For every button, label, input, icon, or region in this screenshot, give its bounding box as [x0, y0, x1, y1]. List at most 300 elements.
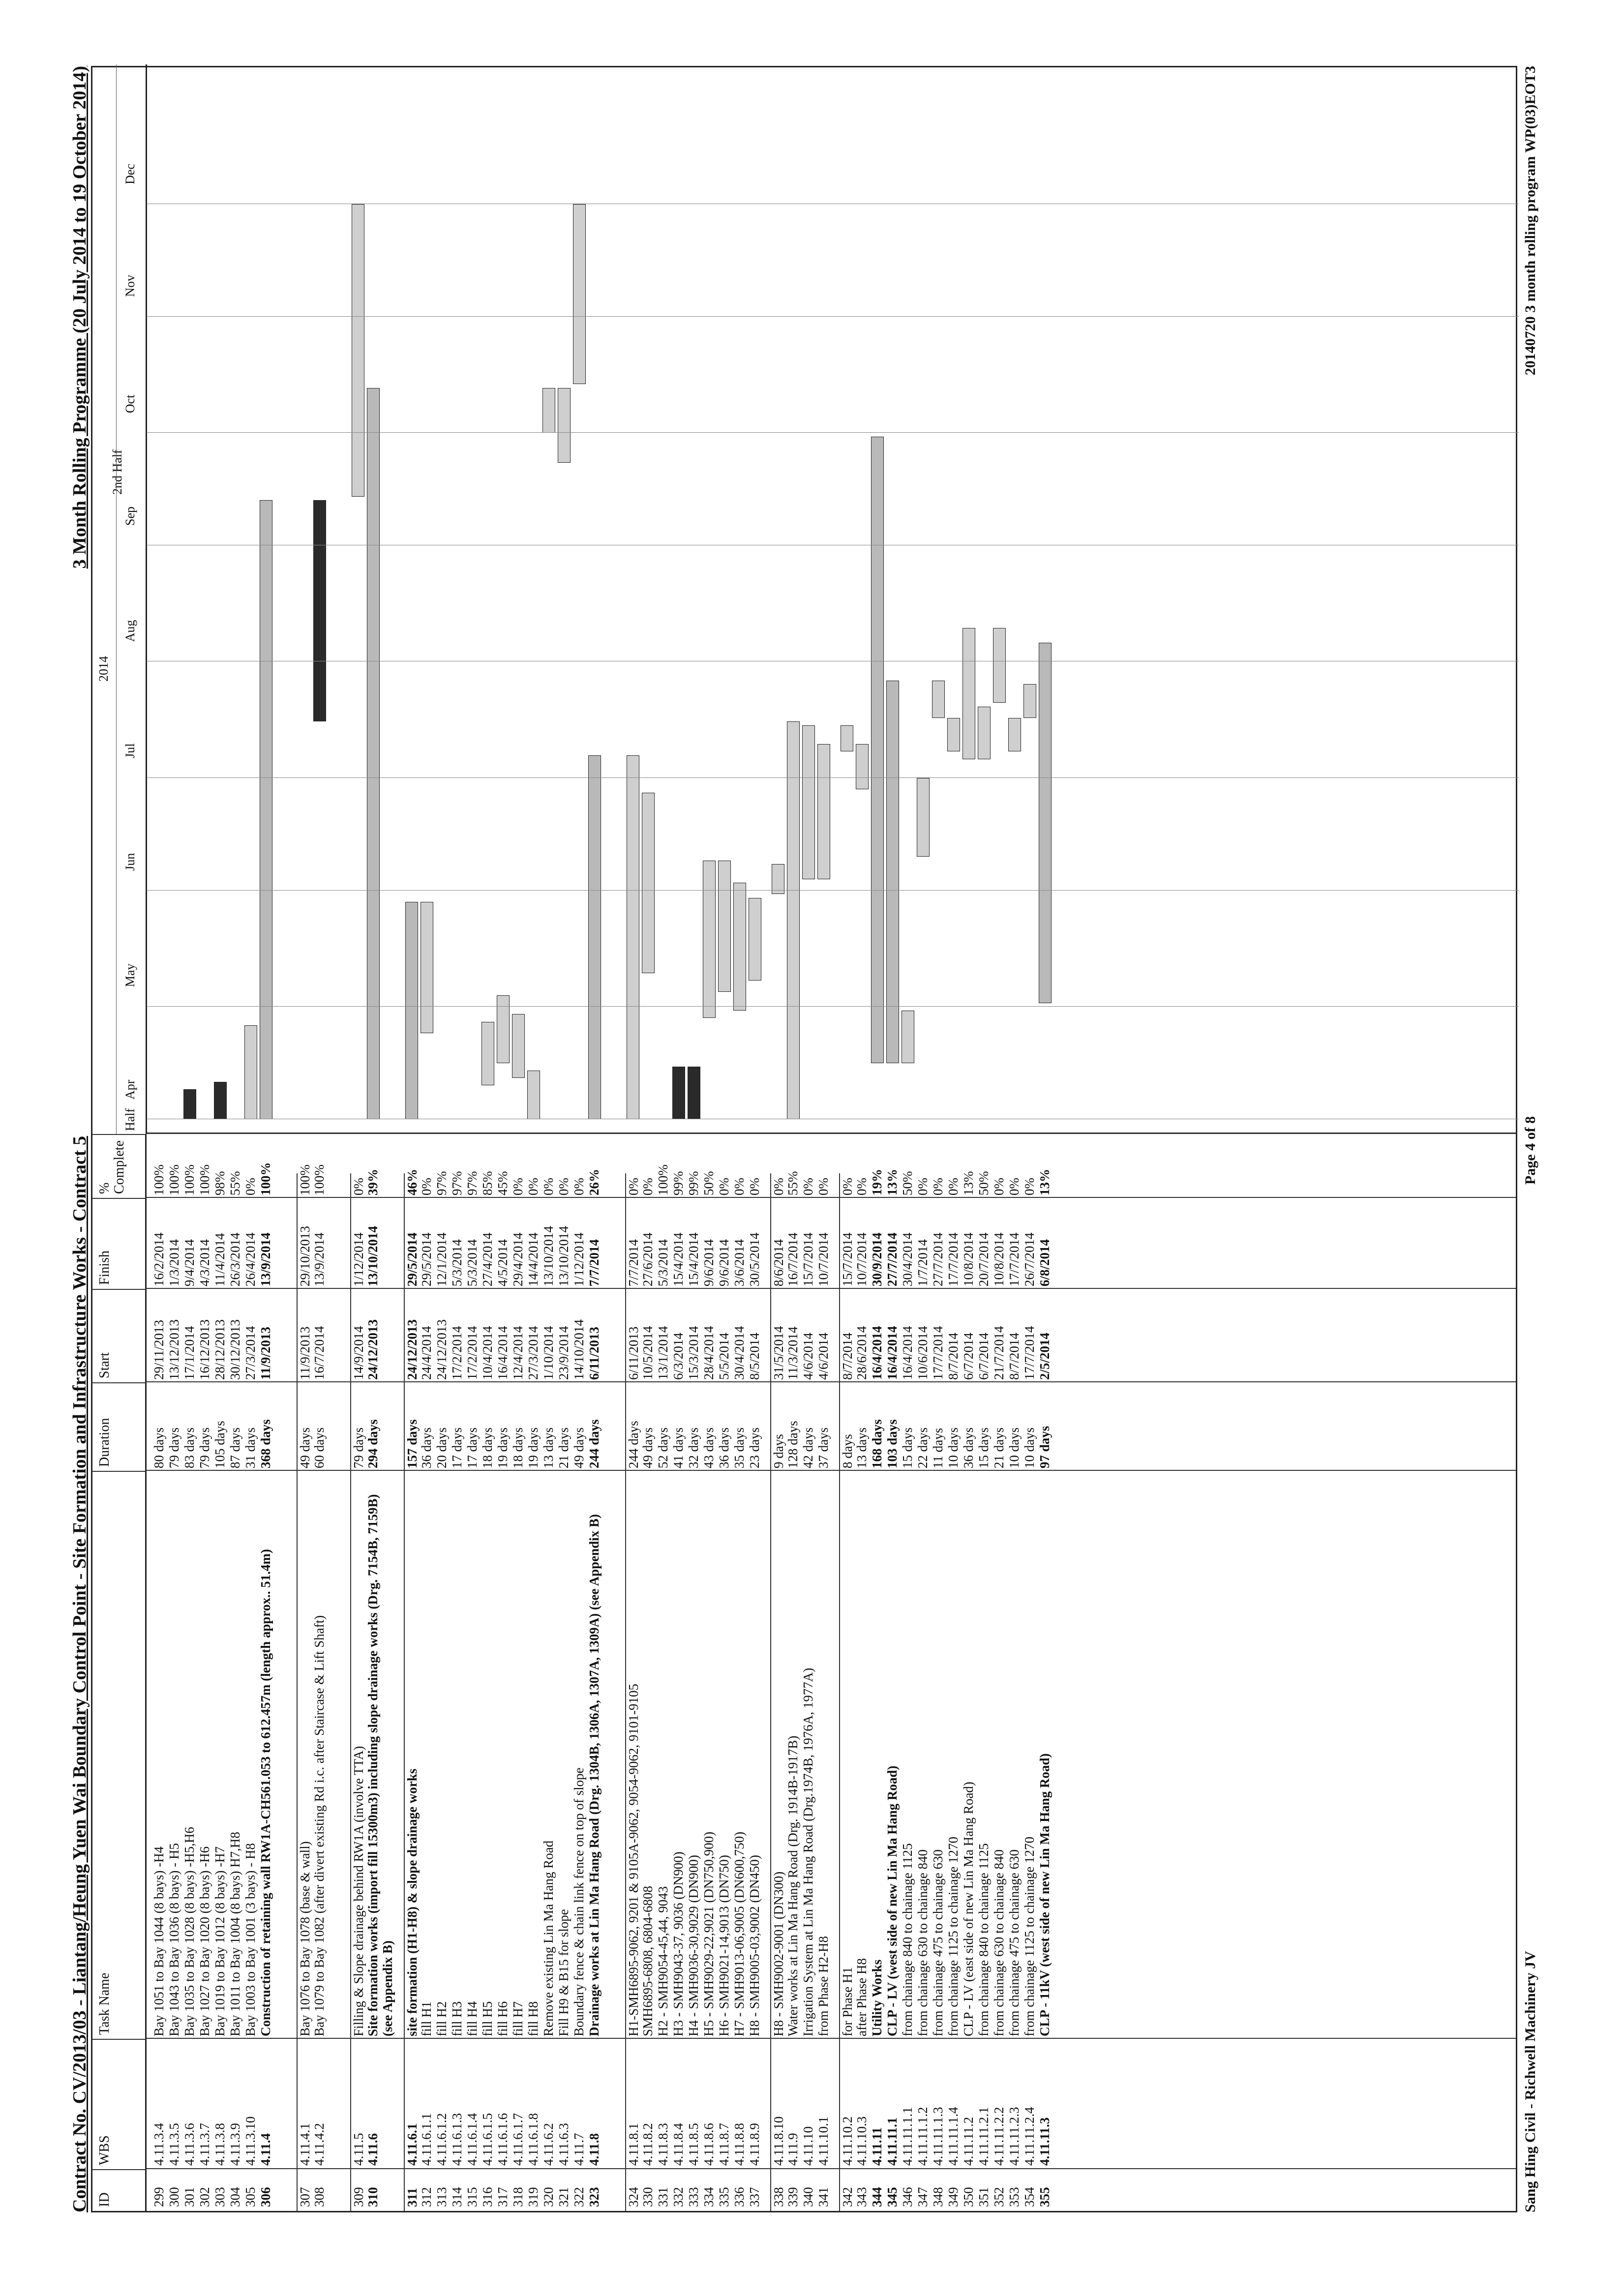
task-name: from chainage 1125 to chainage 1270 — [1022, 1836, 1037, 2036]
table-row — [686, 1173, 701, 2211]
gantt-bar — [1039, 643, 1052, 1003]
task-name: fill H3 — [450, 2001, 464, 2036]
task-percent-complete: 0% — [640, 1178, 655, 1195]
gantt-bar — [672, 1067, 685, 1119]
task-percent-complete: 0% — [946, 1178, 961, 1195]
task-duration: 22 days — [915, 1427, 930, 1468]
task-percent-complete: 100% — [656, 1164, 670, 1195]
gantt-bar — [886, 681, 899, 1063]
gantt-bar — [573, 204, 586, 384]
task-name: from chainage 840 to chainage 1125 — [976, 1843, 991, 2036]
task-percent-complete: 55% — [228, 1171, 242, 1195]
table-row — [587, 1169, 617, 2211]
task-percent-complete: 98% — [212, 1171, 227, 1195]
task-duration: 19 days — [495, 1427, 510, 1468]
task-percent-complete: 0% — [747, 1178, 762, 1195]
gantt-bar — [802, 725, 815, 879]
table-row — [854, 1173, 870, 2211]
task-id: 342 — [840, 2187, 855, 2207]
task-wbs: 4.11.8.5 — [686, 2123, 701, 2166]
task-id: 336 — [732, 2187, 747, 2207]
task-name: from chainage 475 to chainage 630 — [1007, 1849, 1022, 2036]
task-id: 314 — [450, 2187, 464, 2207]
task-wbs: 4.11.6.3 — [556, 2123, 571, 2166]
task-name: fill H4 — [465, 2001, 480, 2036]
table-row — [419, 1173, 434, 2211]
task-wbs: 4.11.6.1.8 — [526, 2113, 541, 2166]
task-wbs: 4.11.4.1 — [298, 2123, 312, 2166]
table-row — [228, 1173, 243, 2211]
task-finish: 1/12/2014 — [571, 1232, 586, 1286]
task-finish: 26/7/2014 — [1022, 1232, 1037, 1286]
contract-title: Contract No. CV/2013/03 - Liantang/Heung Yuen Wai Boundary Control Point - Site Formation and Infrastructure Works - Contract 5 — [69, 1136, 90, 2212]
task-duration: 21 days — [992, 1427, 1006, 1468]
task-finish: 7/7/2014 — [626, 1239, 641, 1286]
task-wbs: 4.11.11.1.1 — [900, 2107, 915, 2166]
gantt-half-1: Half — [123, 1108, 137, 1131]
task-finish: 3/6/2014 — [732, 1239, 747, 1286]
table-row — [625, 1173, 641, 2211]
task-name: H3 - SMH9043-37, 9036 (DN900) — [671, 1851, 686, 2036]
task-wbs: 4.11.3.7 — [197, 2123, 212, 2166]
task-wbs: 4.11.11.2 — [961, 2117, 976, 2166]
task-id: 349 — [946, 2187, 961, 2207]
task-id: 317 — [495, 2187, 510, 2207]
task-percent-complete: 100% — [167, 1164, 181, 1195]
gantt-bar — [497, 995, 510, 1063]
task-duration: 168 days — [870, 1419, 884, 1468]
month-gridline — [147, 890, 1519, 891]
task-percent-complete: 50% — [701, 1171, 716, 1195]
task-percent-complete: 100% — [151, 1164, 166, 1195]
gantt-bar — [481, 1022, 494, 1086]
month-label: Aug — [123, 620, 137, 642]
task-name: from chainage 630 to chainage 840 — [992, 1849, 1006, 2036]
task-id: 352 — [992, 2187, 1006, 2207]
task-id: 307 — [298, 2187, 312, 2207]
gantt-bar — [817, 744, 830, 879]
task-duration: 87 days — [228, 1427, 242, 1468]
task-duration: 36 days — [961, 1427, 976, 1468]
task-finish: 11/4/2014 — [212, 1233, 227, 1286]
task-name: after Phase H8 — [854, 1958, 869, 2036]
task-name: H1-SMH6895-9062, 9201 & 9105A-9062, 9054-9062, 9101-9105 — [626, 1684, 641, 2036]
gantt-header-divider — [116, 64, 117, 1134]
gantt-bar — [932, 681, 945, 718]
table-row — [526, 1173, 541, 2211]
gantt-half-2: 2nd Half — [110, 449, 124, 495]
gantt-bar — [718, 861, 731, 992]
task-name: Bay 1076 to Bay 1078 (base & wall) — [298, 1841, 312, 2036]
task-id: 350 — [961, 2187, 976, 2207]
task-finish: 13/10/2014 — [541, 1225, 556, 1286]
task-start: 23/9/2014 — [556, 1326, 571, 1380]
task-id: 345 — [885, 2187, 900, 2207]
task-duration: 49 days — [640, 1427, 655, 1468]
table-row — [243, 1173, 258, 2211]
task-start: 6/7/2014 — [976, 1332, 991, 1380]
task-finish: 10/7/2014 — [854, 1232, 869, 1286]
table-row — [961, 1173, 976, 2211]
table-row — [915, 1173, 931, 2211]
gantt-bar — [642, 793, 655, 973]
gantt-bar — [703, 861, 716, 1018]
task-start: 28/4/2014 — [701, 1326, 716, 1380]
task-wbs: 4.11.3.4 — [151, 2123, 166, 2166]
gantt-bar — [421, 902, 433, 1033]
task-start: 31/5/2014 — [771, 1326, 786, 1380]
task-percent-complete: 97% — [450, 1171, 464, 1195]
task-name: H6 - SMH9021-14,9013 (DN750) — [717, 1855, 731, 2036]
table-row — [212, 1173, 228, 2211]
task-id: 301 — [182, 2187, 197, 2207]
task-duration: 11 days — [931, 1428, 945, 1468]
gantt-bar — [405, 902, 418, 1119]
task-percent-complete: 0% — [1022, 1178, 1037, 1195]
task-start: 6/11/2013 — [626, 1326, 641, 1380]
task-name: H8 - SMH9005-03,9002 (DN450) — [747, 1855, 762, 2036]
gantt-bar — [688, 1067, 700, 1119]
task-duration: 42 days — [801, 1427, 815, 1468]
table-row — [931, 1173, 946, 2211]
task-duration: 13 days — [541, 1427, 556, 1468]
task-id: 300 — [167, 2187, 181, 2207]
task-id: 333 — [686, 2187, 701, 2207]
task-finish: 16/7/2014 — [785, 1232, 800, 1286]
table-row — [1007, 1173, 1022, 2211]
task-percent-complete: 0% — [1007, 1178, 1022, 1195]
programme-title: 3 Month Rolling Programme (20 July 2014 to 19 October 2014) — [69, 66, 90, 569]
task-id: 343 — [854, 2187, 869, 2207]
task-duration: 157 days — [405, 1419, 420, 1468]
gantt-header-bottom — [146, 64, 147, 1134]
table-row — [946, 1173, 961, 2211]
task-finish: 9/6/2014 — [717, 1239, 731, 1286]
task-percent-complete: 85% — [480, 1171, 495, 1195]
task-percent-complete: 0% — [626, 1178, 641, 1195]
task-name: Bay 1003 to Bay 1001 (3 bays) - H8 — [243, 1843, 258, 2036]
task-duration: 23 days — [747, 1427, 762, 1468]
task-percent-complete: 0% — [571, 1178, 586, 1195]
task-percent-complete: 0% — [854, 1178, 869, 1195]
task-finish: 17/7/2014 — [1007, 1232, 1022, 1286]
task-duration: 79 days — [197, 1427, 212, 1468]
task-start: 14/10/2014 — [571, 1319, 586, 1380]
task-duration: 8 days — [840, 1434, 855, 1468]
task-name: H2 - SMH9054-45,44, 9043 — [656, 1886, 670, 2036]
table-row — [495, 1173, 511, 2211]
task-duration: 10 days — [1007, 1427, 1022, 1468]
task-duration: 20 days — [434, 1427, 449, 1468]
task-wbs: 4.11.5 — [351, 2133, 366, 2166]
task-wbs: 4.11.4 — [258, 2133, 273, 2166]
task-name: Bay 1051 to Bay 1044 (8 bays) -H4 — [151, 1846, 166, 2036]
task-wbs: 4.11.10 — [801, 2126, 815, 2166]
table-row — [839, 1173, 855, 2211]
task-duration: 35 days — [732, 1427, 747, 1468]
table-row — [350, 1173, 366, 2211]
col-header-task: Task Name — [92, 1471, 147, 2039]
task-wbs: 4.11.8.1 — [626, 2123, 641, 2166]
task-finish: 27/4/2014 — [480, 1232, 495, 1286]
task-wbs: 4.11.3.5 — [167, 2123, 181, 2166]
gantt-bar — [542, 388, 555, 433]
task-id: 319 — [526, 2187, 541, 2207]
task-duration: 52 days — [656, 1427, 670, 1468]
task-finish: 10/8/2014 — [961, 1232, 976, 1286]
table-row — [297, 1164, 313, 2211]
month-gridline — [147, 777, 1519, 778]
task-finish: 30/9/2014 — [870, 1232, 884, 1286]
task-start: 4/6/2014 — [801, 1332, 815, 1380]
task-duration: 36 days — [717, 1427, 731, 1468]
gantt-bar — [260, 500, 272, 1119]
table-row — [450, 1173, 465, 2211]
task-duration: 49 days — [571, 1427, 586, 1468]
task-duration: 294 days — [365, 1419, 380, 1468]
task-finish: 29/5/2014 — [405, 1232, 420, 1286]
task-start: 24/12/2013 — [365, 1319, 380, 1380]
task-start: 16/4/2014 — [885, 1326, 900, 1380]
task-finish: 8/6/2014 — [771, 1239, 786, 1286]
task-id: 332 — [671, 2187, 686, 2207]
task-name: Bay 1019 to Bay 1012 (8 bays) -H7 — [212, 1846, 227, 2036]
table-row — [770, 1173, 786, 2211]
task-start: 8/5/2014 — [747, 1332, 762, 1380]
task-wbs: 4.11.8 — [587, 2133, 601, 2166]
task-id: 306 — [258, 2187, 273, 2207]
task-percent-complete: 100% — [298, 1164, 312, 1195]
col-header-wbs: WBS — [92, 2039, 147, 2169]
task-id: 323 — [587, 2187, 601, 2207]
task-start: 14/9/2014 — [351, 1326, 366, 1380]
table-row — [197, 1164, 212, 2211]
task-start: 10/5/2014 — [640, 1326, 655, 1380]
table-row — [900, 1173, 915, 2211]
month-label: Jun — [123, 853, 137, 871]
task-start: 16/4/2014 — [495, 1326, 510, 1380]
task-start: 11/9/2013 — [298, 1326, 312, 1380]
task-finish: 13/10/2014 — [556, 1225, 571, 1286]
task-name: from chainage 630 to chainage 840 — [915, 1849, 930, 2036]
task-finish: 29/10/2013 — [298, 1225, 312, 1286]
task-id: 315 — [465, 2187, 480, 2207]
task-start: 2/5/2014 — [1037, 1332, 1052, 1380]
task-wbs: 4.11.8.7 — [717, 2123, 731, 2166]
task-id: 304 — [228, 2187, 242, 2207]
task-start: 16/12/2013 — [197, 1319, 212, 1380]
task-finish: 9/6/2014 — [701, 1239, 716, 1286]
task-wbs: 4.11.10.1 — [816, 2116, 831, 2166]
task-wbs: 4.11.6.1.6 — [495, 2113, 510, 2166]
task-finish: 5/3/2014 — [465, 1239, 480, 1286]
task-start: 11/3/2014 — [785, 1326, 800, 1380]
task-wbs: 4.11.11.2.3 — [1007, 2107, 1022, 2166]
table-row — [1037, 1169, 1053, 2211]
page-number: Page 4 of 8 — [1522, 1116, 1538, 1185]
task-percent-complete: 39% — [365, 1169, 380, 1195]
task-name: Bay 1011 to Bay 1004 (8 bays) H7,H8 — [228, 1832, 242, 2036]
gantt-chart — [92, 64, 1519, 1134]
task-wbs: 4.11.3.6 — [182, 2123, 197, 2166]
task-finish: 15/4/2014 — [671, 1232, 686, 1286]
task-name: Construction of retaining wall RW1A-CH561.053 to 612.457m (length approx.. 51.4m) — [258, 1549, 273, 2036]
gantt-bar — [244, 1025, 257, 1119]
gantt-bar — [749, 898, 761, 981]
task-wbs: 4.11.8.6 — [701, 2123, 716, 2166]
task-finish: 12/1/2014 — [434, 1232, 449, 1286]
table-row — [365, 1169, 396, 2211]
task-start: 16/4/2014 — [870, 1326, 884, 1380]
task-wbs: 4.11.11.1.4 — [946, 2107, 961, 2166]
task-duration: 97 days — [1037, 1426, 1052, 1468]
task-id: 302 — [197, 2187, 212, 2207]
task-start: 16/4/2014 — [900, 1326, 915, 1380]
task-start: 28/6/2014 — [854, 1326, 869, 1380]
task-percent-complete: 100% — [197, 1164, 212, 1195]
task-name: H7 - SMH9013-06,9005 (DN600,750) — [732, 1831, 747, 2036]
task-start: 8/7/2014 — [946, 1332, 961, 1380]
table-row — [1022, 1173, 1037, 2211]
gantt-bar — [214, 1082, 227, 1119]
gantt-bar — [871, 437, 884, 1063]
task-duration: 21 days — [556, 1427, 571, 1468]
task-wbs: 4.11.6.1.7 — [511, 2113, 525, 2166]
task-finish: 13/10/2014 — [365, 1225, 380, 1286]
task-finish: 27/7/2014 — [885, 1232, 900, 1286]
task-name: from Phase H2-H8 — [816, 1936, 831, 2036]
gantt-bar — [627, 755, 639, 1119]
task-finish: 15/7/2014 — [801, 1232, 815, 1286]
task-percent-complete: 97% — [434, 1171, 449, 1195]
task-percent-complete: 0% — [732, 1178, 747, 1195]
gantt-bar — [902, 1011, 914, 1063]
gantt-bar — [1008, 718, 1021, 752]
task-finish: 5/3/2014 — [450, 1239, 464, 1286]
task-wbs: 4.11.6.1.5 — [480, 2113, 495, 2166]
task-name: Remove existing Lin Ma Hang Road — [541, 1840, 556, 2036]
task-percent-complete: 0% — [801, 1178, 815, 1195]
task-duration: 244 days — [626, 1421, 641, 1468]
task-duration: 17 days — [465, 1427, 480, 1468]
task-duration: 43 days — [701, 1427, 716, 1468]
task-wbs: 4.11.8.2 — [640, 2123, 655, 2166]
task-duration: 10 days — [946, 1427, 961, 1468]
task-name: Fill H9 & B15 for slope — [556, 1909, 571, 2036]
task-start: 13/1/2014 — [656, 1326, 670, 1380]
task-start: 30/4/2014 — [732, 1326, 747, 1380]
task-start: 11/9/2013 — [258, 1326, 273, 1380]
task-name: CLP - LV (east side of new Lin Ma Hang Road) — [961, 1782, 976, 2036]
task-finish: 27/6/2014 — [640, 1232, 655, 1286]
table-row — [571, 1173, 587, 2211]
task-name: for Phase H1 — [840, 1967, 855, 2036]
task-id: 311 — [405, 2187, 420, 2207]
gantt-year: 2014 — [96, 656, 111, 682]
table-row — [816, 1173, 831, 2211]
task-duration: 9 days — [771, 1434, 786, 1468]
gantt-bar — [993, 628, 1006, 703]
task-start: 27/3/2014 — [526, 1326, 541, 1380]
task-wbs: 4.11.3.9 — [228, 2123, 242, 2166]
task-start: 10/4/2014 — [480, 1326, 495, 1380]
task-name: fill H8 — [526, 2001, 541, 2036]
task-wbs: 4.11.6 — [365, 2133, 380, 2166]
schedule-table — [91, 66, 1517, 2212]
month-label: Apr — [123, 1079, 137, 1100]
task-id: 338 — [771, 2187, 786, 2207]
task-percent-complete: 0% — [931, 1178, 945, 1195]
task-start: 16/7/2014 — [312, 1326, 327, 1380]
task-id: 324 — [626, 2187, 641, 2207]
task-duration: 32 days — [686, 1427, 701, 1468]
task-percent-complete: 97% — [465, 1171, 480, 1195]
task-finish: 15/7/2014 — [840, 1232, 855, 1286]
task-duration: 60 days — [312, 1427, 327, 1468]
task-percent-complete: 0% — [771, 1178, 786, 1195]
task-finish: 26/3/2014 — [228, 1232, 242, 1286]
col-header-complete: % Complete — [92, 1134, 147, 1198]
task-duration: 49 days — [298, 1427, 312, 1468]
task-percent-complete: 46% — [405, 1169, 420, 1195]
gantt-bar — [183, 1089, 196, 1119]
task-duration: 83 days — [182, 1427, 197, 1468]
gantt-bar — [352, 204, 364, 497]
task-percent-complete: 50% — [900, 1171, 915, 1195]
task-name: Utility Works — [870, 1959, 884, 2036]
task-name: from chainage 475 to chainage 630 — [931, 1849, 945, 2036]
task-name: Bay 1027 to Bay 1020 (8 bays) -H6 — [197, 1846, 212, 2036]
task-percent-complete: 13% — [961, 1171, 976, 1195]
table-row — [640, 1173, 656, 2211]
task-percent-complete: 26% — [587, 1169, 601, 1195]
table-row — [732, 1173, 747, 2211]
task-name: Boundary fence & chain link fence on top of slope — [571, 1767, 586, 2036]
table-row — [182, 1164, 197, 2211]
col-header-id: ID — [92, 2169, 147, 2211]
task-id: 355 — [1037, 2187, 1052, 2207]
task-id: 313 — [434, 2187, 449, 2207]
task-start: 17/1/2014 — [182, 1326, 197, 1380]
task-id: 330 — [640, 2187, 655, 2207]
month-label: Oct — [123, 394, 137, 414]
gantt-bar — [588, 755, 601, 1119]
task-finish: 13/9/2014 — [312, 1232, 327, 1286]
task-name: CLP - 11kV (west side of new Lin Ma Hang Road) — [1037, 1753, 1052, 2036]
task-duration: 79 days — [351, 1427, 366, 1468]
task-finish: 5/3/2014 — [656, 1239, 670, 1286]
task-start: 8/7/2014 — [1007, 1332, 1022, 1380]
task-percent-complete: 0% — [351, 1178, 366, 1195]
task-percent-complete: 0% — [915, 1178, 930, 1195]
task-start: 6/11/2013 — [587, 1326, 601, 1380]
task-name: site formation (H1-H8) & slope drainage works — [405, 1768, 420, 2036]
task-id: 303 — [212, 2187, 227, 2207]
table-row — [701, 1173, 717, 2211]
task-percent-complete: 100% — [182, 1164, 197, 1195]
month-label: Sep — [123, 506, 137, 526]
task-percent-complete: 19% — [870, 1169, 884, 1195]
month-gridline — [147, 432, 1519, 433]
gantt-bar — [841, 725, 853, 751]
task-start: 13/12/2013 — [167, 1319, 181, 1380]
col-header-finish: Finish — [92, 1198, 147, 1289]
task-id: 310 — [365, 2187, 380, 2207]
task-wbs: 4.11.8.4 — [671, 2123, 686, 2166]
task-start: 12/4/2014 — [511, 1326, 525, 1380]
task-finish: 1/3/2014 — [167, 1239, 181, 1286]
task-duration: 36 days — [419, 1427, 434, 1468]
